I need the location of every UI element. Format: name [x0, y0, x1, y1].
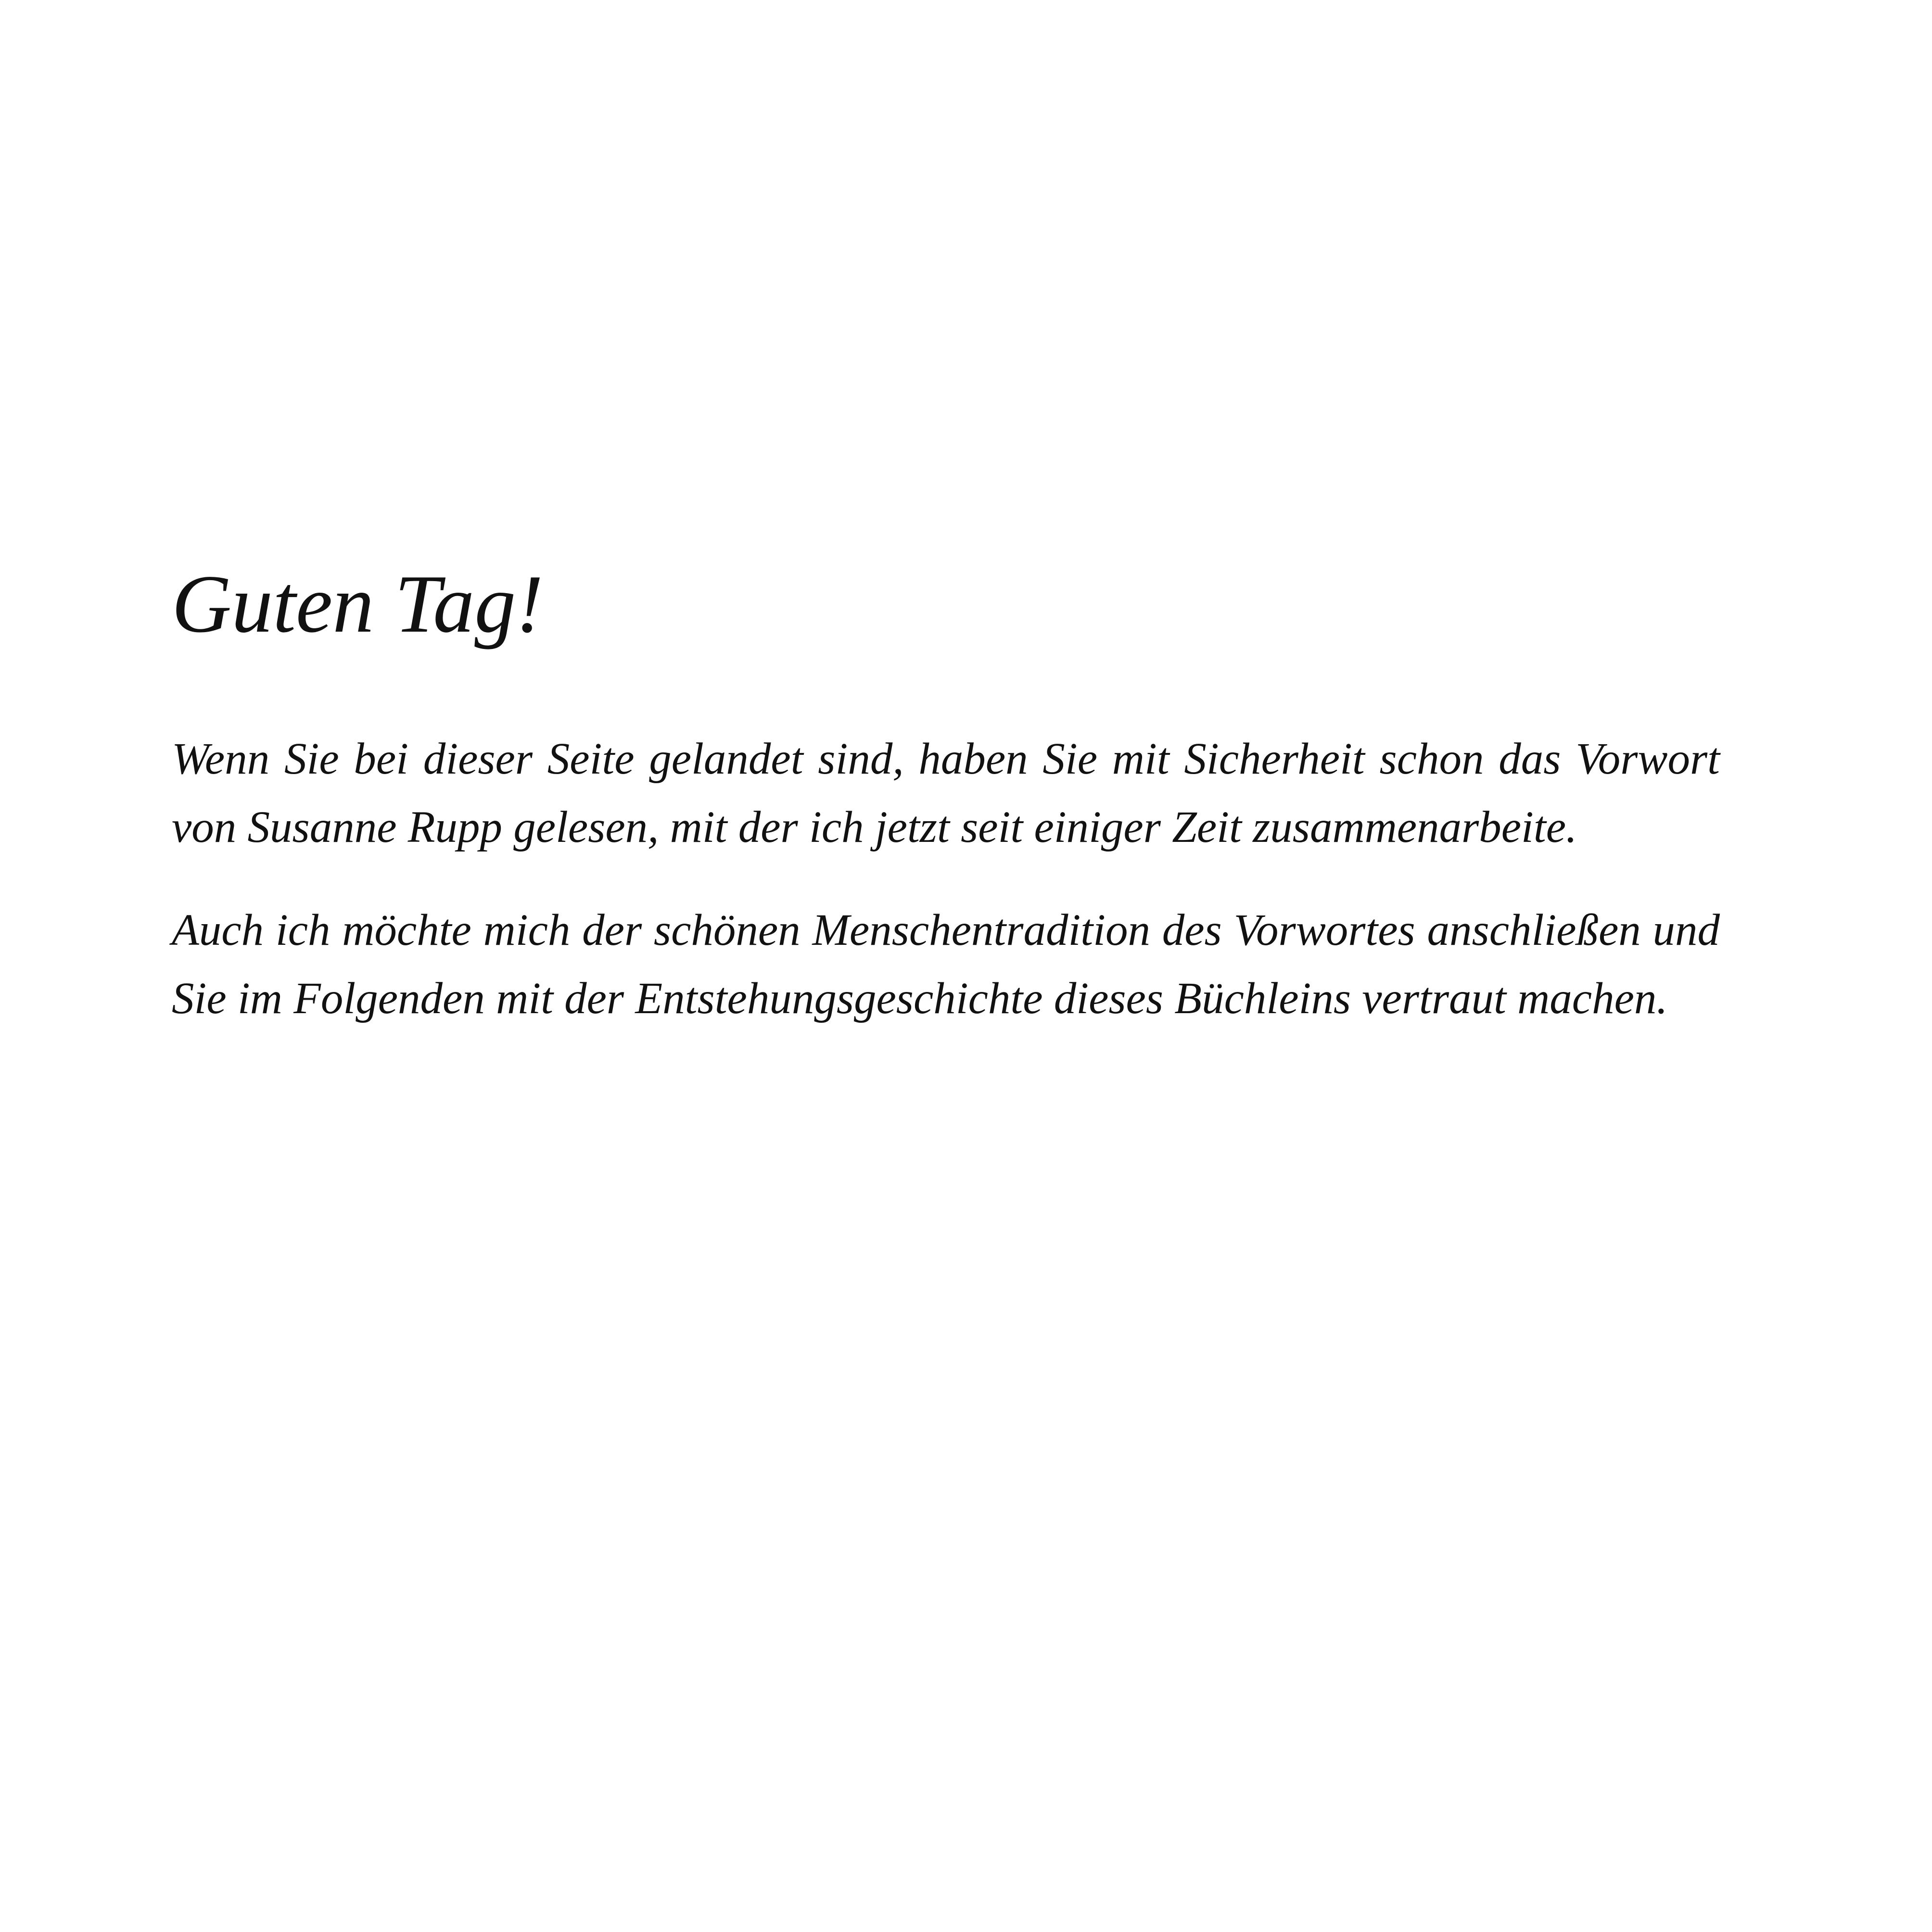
paragraph-intro: Wenn Sie bei dieser Seite gelandet sind, haben Sie mit Sicherheit schon das Vorwort von Susanne Rupp gelesen, mit der ich jetzt seit einiger Zeit zusammenarbeite. — [172, 734, 1720, 852]
page-content — [172, 559, 1720, 1068]
paragraph-origin: Auch ich möchte mich der schönen Menschentradition des Vorwortes anschließen und Sie im Folgenden mit der Entstehungsgeschichte dieses Büchleins vertraut machen. — [172, 905, 1720, 1023]
page-heading: Guten Tag! — [172, 559, 544, 650]
